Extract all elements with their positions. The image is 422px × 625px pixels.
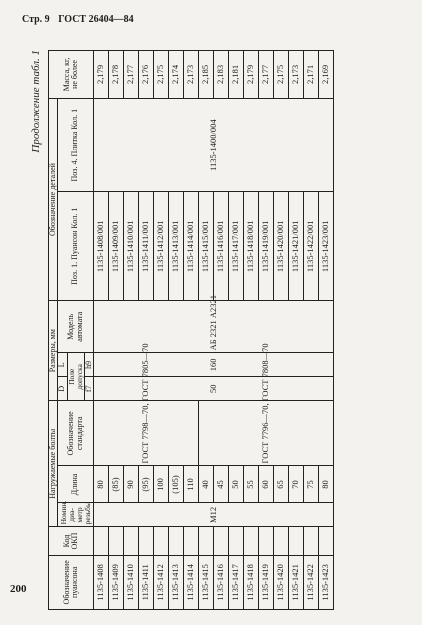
continuation-label: Продолжение табл. 1 [30,50,42,153]
cell-mass: 2,177 [123,51,138,99]
cell-pos1: 1135-1415/001 [198,192,213,301]
cell-pos1: 1135-1417/001 [228,192,243,301]
cell-mass: 2,175 [153,51,168,99]
cell-pos1: 1135-1423/001 [318,192,333,301]
cell-pos1: 1135-1419/001 [258,192,273,301]
cell-pos1: 1135-1414/001 [183,192,198,301]
cell-pos1: 1135-1410/001 [123,192,138,301]
cell-punch: 1135-1417 [228,555,243,609]
cell-punch: 1135-1411 [138,555,153,609]
cell-pos1: 1135-1420/001 [273,192,288,301]
cell-okp [123,527,138,555]
cell-punch: 1135-1422 [303,555,318,609]
cell-punch: 1135-1415 [198,555,213,609]
cell-standard: ГОСТ 7796—70, ГОСТ 7808—70 [198,401,333,466]
data-table [48,50,334,610]
cell-pos4: 1135-1400/004 [93,98,333,192]
col-sizes-group: Размеры, мм [49,301,58,401]
cell-length: 60 [258,466,273,503]
cell-mass: 2,183 [213,51,228,99]
cell-punch: 1135-1423 [318,555,333,609]
cell-length: 50 [228,466,243,503]
page-header [22,14,140,25]
cell-thread: М12 [93,503,333,527]
table-head [49,51,94,610]
cell-punch: 1135-1421 [288,555,303,609]
table-row [93,51,108,610]
cell-okp [303,527,318,555]
cell-okp [318,527,333,555]
cell-okp [243,527,258,555]
cell-punch: 1135-1418 [243,555,258,609]
col-standard: Обозначение стандарта [58,401,94,466]
cell-pos1: 1135-1416/001 [213,192,228,301]
col-okp: Код ОКП [49,527,94,555]
col-pos4: Поз. 4. Плитка Кол. 1 [58,98,94,192]
cell-length: 70 [288,466,303,503]
cell-mass: 2,185 [198,51,213,99]
cell-pos1: 1135-1418/001 [243,192,258,301]
cell-mass: 2,181 [228,51,243,99]
cell-length: (105) [168,466,183,503]
cell-pos1: 1135-1421/001 [288,192,303,301]
cell-mass: 2,175 [273,51,288,99]
rotated-table-area [30,50,340,610]
cell-okp [168,527,183,555]
col-mass: Масса, кг, не более [49,51,94,99]
cell-okp [273,527,288,555]
cell-mass: 2,179 [243,51,258,99]
cell-okp [288,527,303,555]
cell-punch: 1135-1408 [93,555,108,609]
cell-mass: 2,178 [108,51,123,99]
cell-mass: 2,177 [258,51,273,99]
cell-okp [93,527,108,555]
cell-okp [228,527,243,555]
col-pos1: Поз. 1. Пуансон Кол. 1 [58,192,94,301]
cell-okp [198,527,213,555]
cell-pos1: 1135-1422/001 [303,192,318,301]
cell-length: 80 [93,466,108,503]
cell-okp [153,527,168,555]
cell-punch: 1135-1409 [108,555,123,609]
cell-automaton: АБ 2321 А2321 [93,301,333,353]
cell-pos1: 1135-1413/001 [168,192,183,301]
cell-okp [258,527,273,555]
cell-mass: 2,176 [138,51,153,99]
cell-length: 90 [123,466,138,503]
doc-title: ГОСТ 26404—84 [58,14,134,25]
cell-length: 110 [183,466,198,503]
page-number: 200 [10,583,27,595]
cell-okp [108,527,123,555]
table-body [93,51,333,610]
cell-punch: 1135-1410 [123,555,138,609]
cell-punch: 1135-1413 [168,555,183,609]
col-punch: Обозначение пуансона [49,555,94,609]
cell-length: 75 [303,466,318,503]
col-tol-field: Поле допуска [67,353,84,401]
cell-pos1: 1135-1408/001 [93,192,108,301]
col-L: L [58,353,67,377]
cell-mass: 2,169 [318,51,333,99]
cell-length: 80 [318,466,333,503]
col-nominal-thread: Номин. диа-метр резьбы [58,503,94,527]
cell-D: 50 [93,377,333,401]
col-automaton: Модель автомата [58,301,94,353]
col-f7: f7 [84,377,93,401]
cell-punch: 1135-1414 [183,555,198,609]
cell-okp [213,527,228,555]
col-h9: h9 [84,353,93,377]
col-parts-group: Обозначение деталей [49,98,58,300]
cell-mass: 2,173 [183,51,198,99]
cell-pos1: 1135-1409/001 [108,192,123,301]
cell-pos1: 1135-1412/001 [153,192,168,301]
cell-mass: 2,174 [168,51,183,99]
cell-punch: 1135-1412 [153,555,168,609]
cell-punch: 1135-1420 [273,555,288,609]
cell-mass: 2,171 [303,51,318,99]
cell-mass: 2,179 [93,51,108,99]
cell-length: 65 [273,466,288,503]
cell-punch: 1135-1416 [213,555,228,609]
cell-pos1: 1135-1411/001 [138,192,153,301]
col-length: Длина [58,466,94,503]
cell-length: 100 [153,466,168,503]
cell-okp [138,527,153,555]
cell-mass: 2,173 [288,51,303,99]
page-label: Стр. 9 [22,14,50,25]
cell-length: (95) [138,466,153,503]
cell-punch: 1135-1419 [258,555,273,609]
cell-length: 40 [198,466,213,503]
cell-length: 45 [213,466,228,503]
cell-standard: ГОСТ 7798—70, ГОСТ 7805—70 [93,401,198,466]
col-bolts-group: Нагружаемые болты [49,401,58,527]
cell-okp [183,527,198,555]
cell-length: (85) [108,466,123,503]
col-D: D [58,377,67,401]
cell-length: 55 [243,466,258,503]
cell-L: 160 [93,353,333,377]
